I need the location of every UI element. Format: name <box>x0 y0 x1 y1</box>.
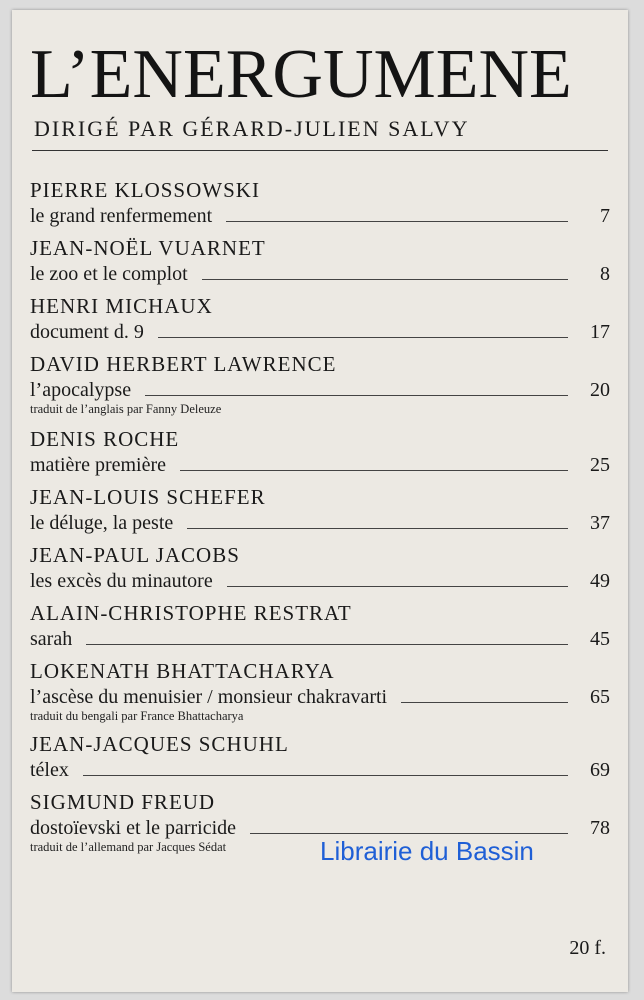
leader-line <box>83 774 568 776</box>
leader-line <box>86 643 568 645</box>
journal-title: L’ENERGUMENE <box>30 36 572 113</box>
entry-page: 17 <box>590 321 610 343</box>
entry-author: ALAIN-CHRISTOPHE RESTRAT <box>30 601 352 625</box>
entry-page: 45 <box>590 628 610 650</box>
leader-line <box>401 701 568 703</box>
entry-page: 78 <box>590 817 610 839</box>
entry-title: dostoïevski et le parricide <box>30 817 237 839</box>
entry-author: SIGMUND FREUD <box>30 790 216 814</box>
leader-line <box>227 585 568 587</box>
toc-entry <box>30 485 610 543</box>
toc-entry <box>30 601 610 659</box>
entry-author: JEAN-JACQUES SCHUHL <box>30 732 289 756</box>
leader-line <box>226 220 568 222</box>
toc-entry <box>30 178 610 236</box>
toc-entry <box>30 543 610 601</box>
entry-title: le grand renfermement <box>30 205 213 227</box>
toc-entry <box>30 427 610 485</box>
divider <box>32 150 608 151</box>
toc-entry <box>30 294 610 352</box>
entry-author: DENIS ROCHE <box>30 427 180 451</box>
entry-page: 37 <box>590 512 610 534</box>
entry-author: PIERRE KLOSSOWSKI <box>30 178 260 202</box>
entry-page: 49 <box>590 570 610 592</box>
bookseller-watermark: Librairie du Bassin <box>320 836 534 866</box>
entry-author: DAVID HERBERT LAWRENCE <box>30 352 337 376</box>
leader-line <box>202 278 568 280</box>
entry-author: HENRI MICHAUX <box>30 294 213 318</box>
entry-page: 25 <box>590 454 610 476</box>
entry-title: l’apocalypse <box>30 379 132 401</box>
entry-author: JEAN-NOËL VUARNET <box>30 236 266 260</box>
table-of-contents <box>30 178 610 865</box>
toc-entry <box>30 236 610 294</box>
entry-page: 65 <box>590 686 610 708</box>
toc-entry <box>30 732 610 790</box>
translator-note: traduit de l’allemand par Jacques Sédat <box>30 840 227 854</box>
toc-entry <box>30 352 610 427</box>
entry-page: 8 <box>600 263 610 285</box>
entry-title: document d. 9 <box>30 321 144 343</box>
entry-title: matière première <box>30 454 167 476</box>
entry-author: JEAN-LOUIS SCHEFER <box>30 485 266 509</box>
leader-line <box>187 527 568 529</box>
entry-title: les excès du minautore <box>30 570 213 592</box>
entry-title: l’ascèse du menuisier / monsieur chakravarti <box>30 686 388 708</box>
entry-page: 20 <box>590 379 610 401</box>
editor-credit: DIRIGÉ PAR GÉRARD-JULIEN SALVY <box>34 116 470 141</box>
leader-line <box>158 336 568 338</box>
leader-line <box>145 394 568 396</box>
entry-title: sarah <box>30 628 73 650</box>
price-label: 20 f. <box>569 937 606 959</box>
entry-title: le déluge, la peste <box>30 512 174 534</box>
entry-title: le zoo et le complot <box>30 263 188 285</box>
translator-note: traduit du bengali par France Bhattacharya <box>30 709 244 723</box>
translator-note: traduit de l’anglais par Fanny Deleuze <box>30 402 222 416</box>
entry-page: 69 <box>590 759 610 781</box>
entry-title: télex <box>30 759 69 781</box>
leader-line <box>250 832 568 834</box>
entry-author: LOKENATH BHATTACHARYA <box>30 659 335 683</box>
toc-entry <box>30 659 610 732</box>
entry-author: JEAN-PAUL JACOBS <box>30 543 240 567</box>
leader-line <box>180 469 568 471</box>
entry-page: 7 <box>600 205 610 227</box>
